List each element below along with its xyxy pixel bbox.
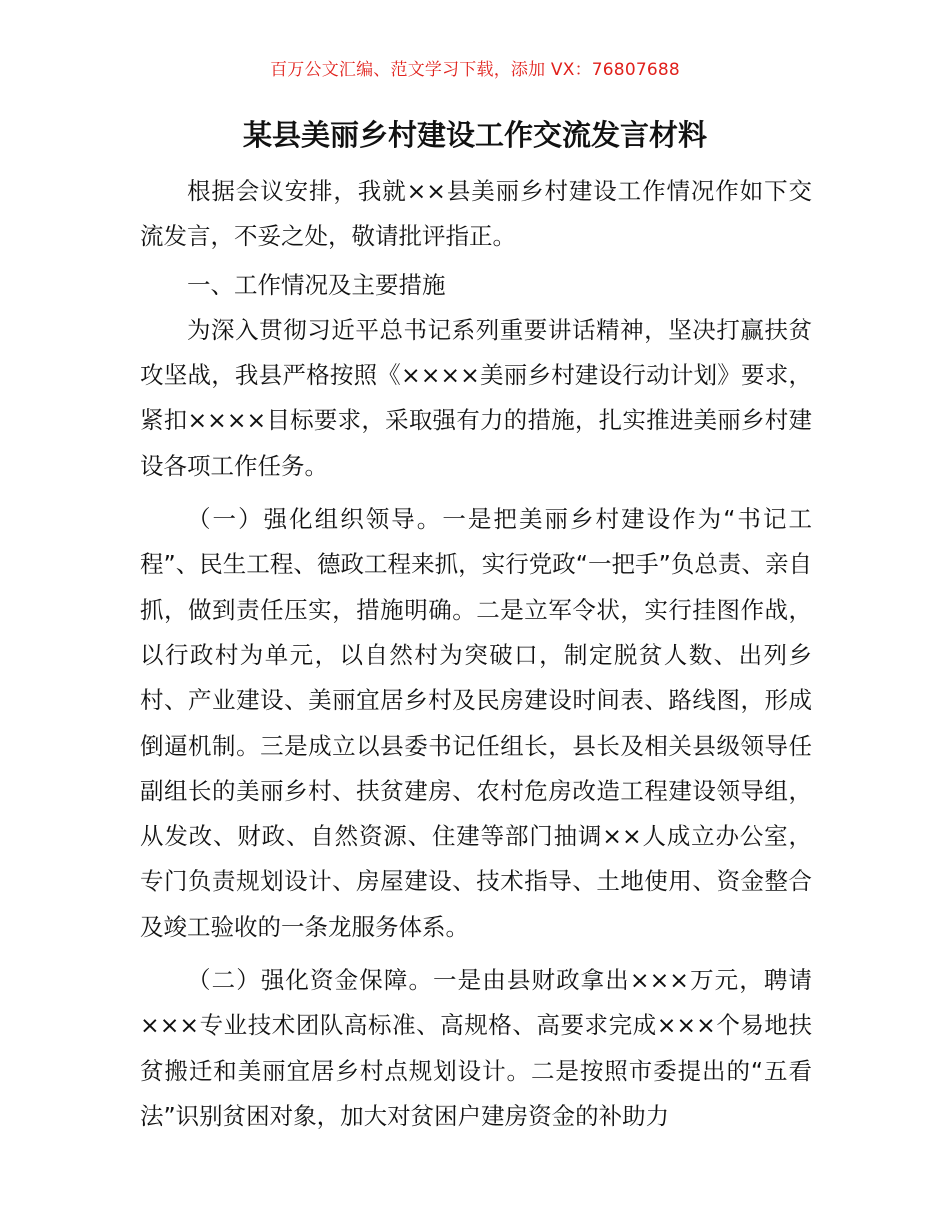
section-heading: 一、工作情况及主要措施 <box>187 270 446 299</box>
paragraph-organization: （一）强化组织领导。一是把美丽乡村建设作为“书记工程”、民生工程、德政工程来抓，实行党政“一把手”负总责、亲自抓，做到责任压实，措施明确。二是立军令状，实行挂图作战，以行政村为单元，以自然村为突破口，制定脱贫人数、出列乡村、产业建设、美丽宜居乡村及民房建设时间表、路线图，形成倒逼机制。三是成立以县委书记任组长，县长及相关县级领导任副组长的美丽乡村、扶贫建房、农村危房改造工程建设领导组，从发改、财政、自然资源、住建等部门抽调××人成立办公室，专门负责规划设计、房屋建设、技术指导、土地使用、资金整合及竣工验收的一条龙服务体系。 <box>140 505 812 941</box>
watermark-header: 百万公文汇编、范文学习下载，添加 VX：76807688 <box>270 60 680 80</box>
paragraph-overview: 为深入贯彻习近平总书记系列重要讲话精神，坚决打赢扶贫攻坚战，我县严格按照《××××美丽乡村建设行动计划》要求，紧扣××××目标要求，采取强有力的措施，扎实推进美丽乡村建设各项工作任务。 <box>140 315 812 480</box>
document-title: 某县美丽乡村建设工作交流发言材料 <box>242 118 707 152</box>
paragraph-funding: （二）强化资金保障。一是由县财政拿出×××万元，聘请×××专业技术团队高标准、高规格、高要求完成×××个易地扶贫搬迁和美丽宜居乡村点规划设计。二是按照市委提出的“五看法”识别贫困对象，加大对贫困户建房资金的补助力 <box>140 966 812 1130</box>
document-body <box>140 169 812 1139</box>
paragraph-intro: 根据会议安排，我就××县美丽乡村建设工作情况作如下交流发言，不妥之处，敬请批评指正。 <box>140 177 812 251</box>
